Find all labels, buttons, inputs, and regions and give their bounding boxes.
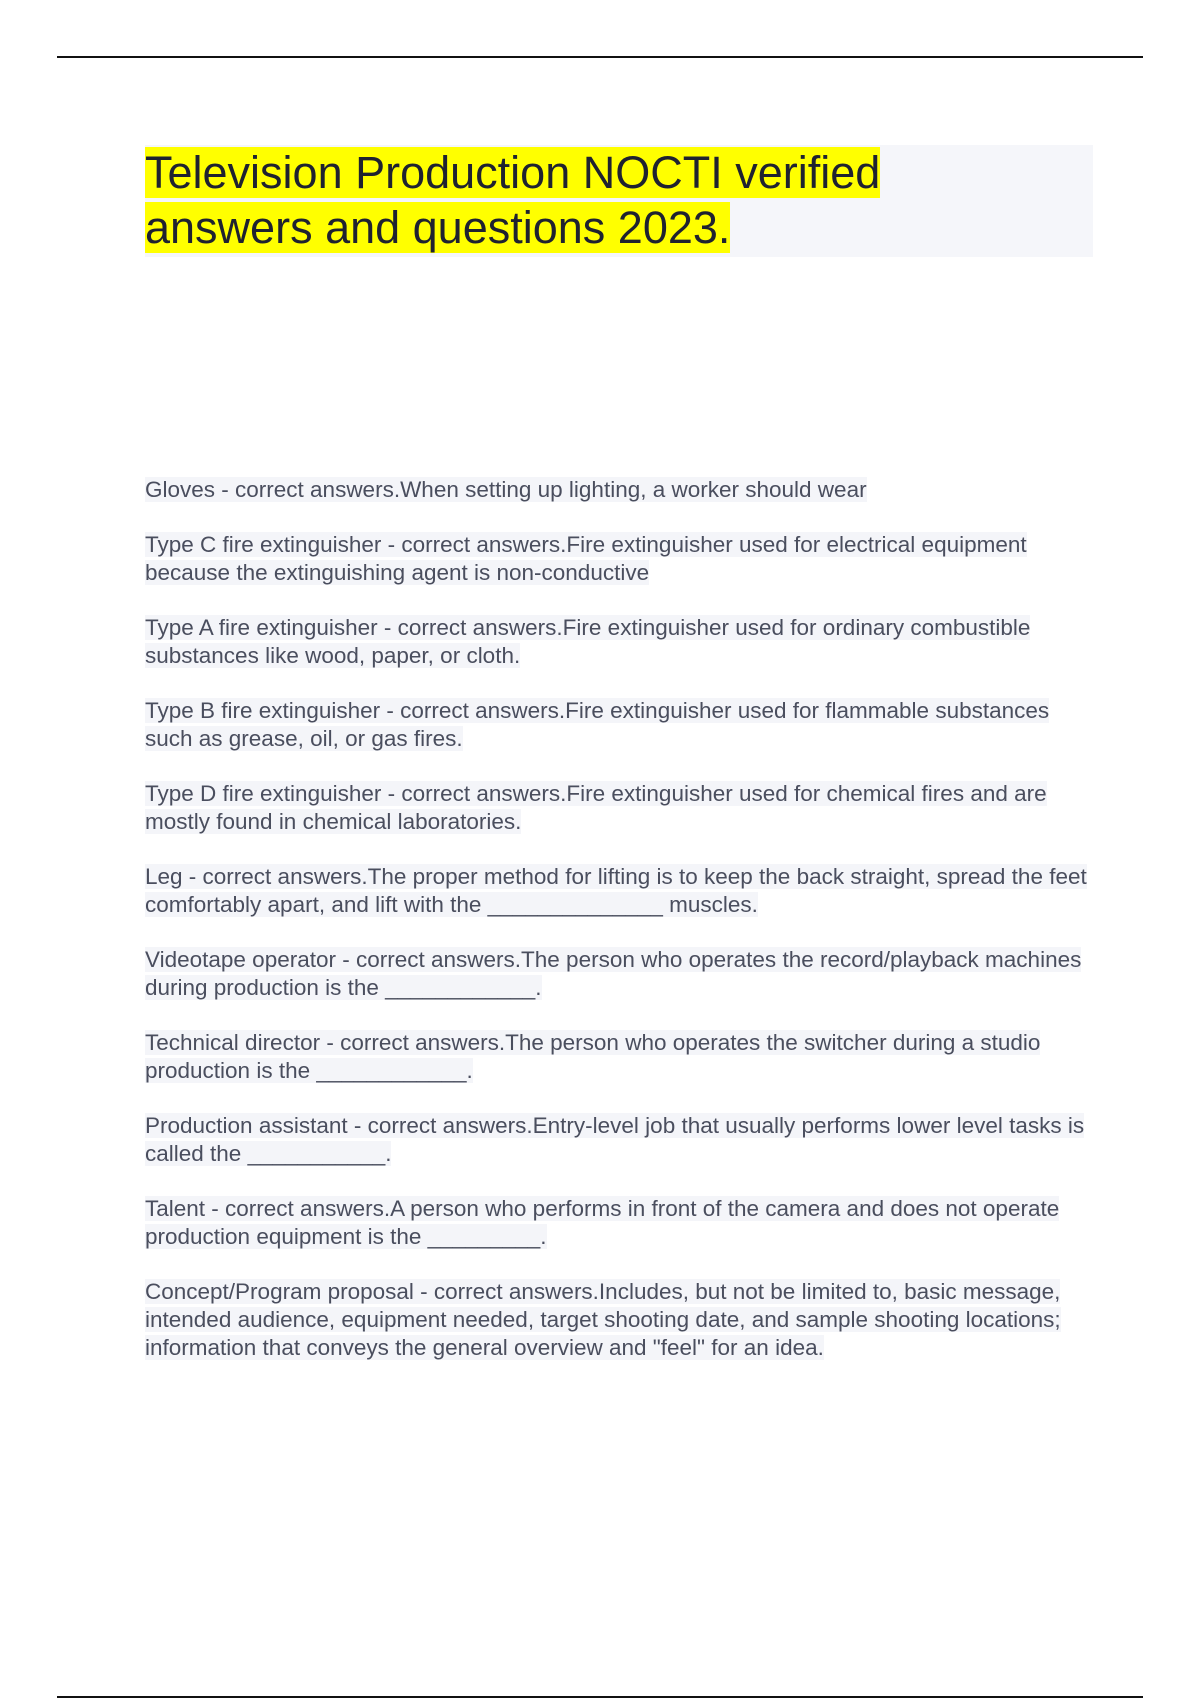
qa-item-type-d — [145, 780, 1095, 836]
title-block — [145, 145, 1093, 257]
qa-item-text: Gloves - correct answers.When setting up lighting, a worker should wear — [145, 477, 867, 502]
qa-item-type-b — [145, 697, 1095, 753]
qa-item-text: Videotape operator - correct answers.The person who operates the record/playback machines during production is the ____________. — [145, 947, 1082, 1000]
qa-item-gloves — [145, 476, 1095, 504]
qa-item-text: Type D fire extinguisher - correct answers.Fire extinguisher used for chemical fires and are mostly found in chemical laboratories. — [145, 781, 1047, 834]
title-line-1: Television Production NOCTI verified — [145, 147, 881, 198]
qa-item-production-assistant — [145, 1112, 1095, 1168]
qa-item-type-c — [145, 531, 1095, 587]
title-line-2: answers and questions 2023. — [145, 202, 731, 253]
qa-item-text: Type B fire extinguisher - correct answers.Fire extinguisher used for flammable substances such as grease, oil, or gas fires. — [145, 698, 1050, 751]
qa-item-text: Concept/Program proposal - correct answers.Includes, but not be limited to, basic message, intended audience, equipment needed, target shooting date, and sample shooting locations; information that conveys the general overview and "feel" for an idea. — [145, 1279, 1061, 1360]
page-title — [145, 145, 1093, 255]
qa-item-text: Talent - correct answers.A person who performs in front of the camera and does not operate production equipment is the _________. — [145, 1196, 1060, 1249]
qa-item-text: Type A fire extinguisher - correct answers.Fire extinguisher used for ordinary combustible substances like wood, paper, or cloth. — [145, 615, 1031, 668]
bottom-rule — [57, 1696, 1143, 1698]
qa-item-leg — [145, 863, 1095, 919]
qa-item-concept-proposal — [145, 1278, 1095, 1362]
top-rule — [57, 56, 1143, 58]
qa-item-text: Leg - correct answers.The proper method for lifting is to keep the back straight, spread the feet comfortably apart, and lift with the ______________ muscles. — [145, 864, 1087, 917]
qa-item-technical-director — [145, 1029, 1095, 1085]
qa-item-talent — [145, 1195, 1095, 1251]
qa-item-type-a — [145, 614, 1095, 670]
qa-item-text: Type C fire extinguisher - correct answers.Fire extinguisher used for electrical equipment because the extinguishing agent is non-conductive — [145, 532, 1027, 585]
qa-list — [145, 476, 1095, 1362]
qa-item-text: Technical director - correct answers.The person who operates the switcher during a studio production is the ____________. — [145, 1030, 1041, 1083]
qa-item-text: Production assistant - correct answers.Entry-level job that usually performs lower level tasks is called the ___________. — [145, 1113, 1085, 1166]
qa-item-videotape-operator — [145, 946, 1095, 1002]
